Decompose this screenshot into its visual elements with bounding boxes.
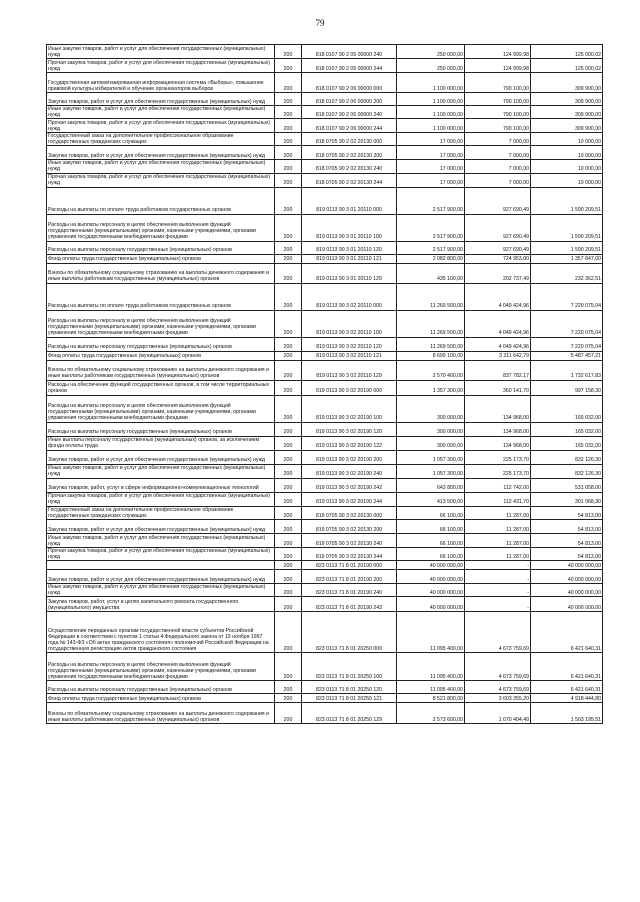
row-line-code: 200 (275, 93, 302, 106)
row-executed-amount: 11 287,00 (465, 506, 531, 519)
row-description: Иные выплаты персоналу государственных (муниципальных) органов, за исключением фонда оплаты труда (47, 436, 275, 450)
row-description: Расходы на обеспечение функций государственных органов, в том числе территориальных органов (47, 380, 275, 395)
row-line-code: 200 (275, 380, 302, 395)
row-line-code: 200 (275, 597, 302, 612)
row-line-code: 200 (275, 173, 302, 187)
row-line-code: 200 (275, 73, 302, 93)
row-executed-amount: 124 999,98 (465, 59, 531, 73)
row-description: Государственный заказ на дополнительное профессиональное образование государственных гражданских служащих (47, 133, 275, 146)
row-line-code: 200 (275, 583, 302, 596)
row-description: Иные закупки товаров, работ и услуг для обеспечения государственных (муниципальных) нужд (47, 533, 275, 547)
row-approved-amount: 11 095 400,00 (397, 612, 465, 653)
row-line-code: 200 (275, 119, 302, 133)
row-budget-classification-code: 818 0705 90 2 02 20130 244 (302, 173, 397, 187)
row-approved-amount: 11 269 500,00 (397, 283, 465, 310)
table-row (47, 583, 603, 596)
row-line-code: 200 (275, 422, 302, 436)
table-row (47, 310, 603, 337)
table-row (47, 653, 603, 681)
row-description: Расходы на выплаты персоналу в целях обеспечения выполнения функций государственными (муниципальными) органами, казенными учреждениями, органами управления государственными внебюджетными фондами (47, 395, 275, 422)
row-approved-amount: 11 095 400,00 (397, 681, 465, 694)
row-budget-classification-code: 819 0113 90 3 02 20110 100 (302, 310, 397, 337)
row-unexecuted-amount: 301 068,30 (531, 492, 603, 506)
row-executed-amount: 4 673 759,69 (465, 612, 531, 653)
row-line-code: 200 (275, 506, 302, 519)
row-executed-amount: 7 000,00 (465, 146, 531, 160)
row-description: Фонд оплаты труда государственных (муниципальных) органов (47, 254, 275, 263)
table-row (47, 214, 603, 241)
row-line-code: 200 (275, 160, 302, 173)
row-approved-amount: 1 057 300,00 (397, 450, 465, 464)
row-executed-amount: - (465, 560, 531, 569)
row-budget-classification-code: 819 0113 90 3 01 20110 000 (302, 187, 397, 214)
table-row (47, 360, 603, 380)
row-executed-amount: 837 782,17 (465, 360, 531, 380)
row-approved-amount: 643 800,00 (397, 478, 465, 492)
row-approved-amount: 40 000 000,00 (397, 560, 465, 569)
row-unexecuted-amount: 125 000,02 (531, 59, 603, 73)
row-executed-amount: 7 000,00 (465, 133, 531, 146)
row-executed-amount: - (465, 597, 531, 612)
row-description: Взносы по обязательному социальному страхованию на выплаты денежного содержания и иные выплаты работникам государственных (муниципальных) органов (47, 360, 275, 380)
table-row (47, 187, 603, 214)
table-row (47, 422, 603, 436)
row-unexecuted-amount: 1 590 209,51 (531, 214, 603, 241)
row-line-code: 200 (275, 450, 302, 464)
row-budget-classification-code: 823 0113 71 8 01 20250 120 (302, 681, 397, 694)
row-executed-amount: 3 603 355,20 (465, 694, 531, 703)
row-approved-amount: 2 082 800,00 (397, 254, 465, 263)
row-description: Расходы на выплаты персоналу в целях обеспечения выполнения функций государственными (муниципальными) органами, казенными учреждениями, органами управления государственными внебюджетными фондами (47, 653, 275, 681)
table-body (47, 45, 603, 724)
row-line-code: 200 (275, 133, 302, 146)
row-executed-amount: 11 287,00 (465, 519, 531, 533)
row-budget-classification-code: 823 0113 71 8 01 20190 200 (302, 569, 397, 583)
table-row (47, 59, 603, 73)
table-row (47, 146, 603, 160)
row-approved-amount: 66 100,00 (397, 506, 465, 519)
row-unexecuted-amount: 531 058,00 (531, 478, 603, 492)
table-row (47, 436, 603, 450)
row-line-code: 200 (275, 547, 302, 560)
row-line-code: 200 (275, 59, 302, 73)
row-unexecuted-amount: 10 000,00 (531, 160, 603, 173)
row-description: Государственный заказ на дополнительное профессиональное образование государственных гражданских служащих (47, 506, 275, 519)
row-executed-amount: 134 968,00 (465, 436, 531, 450)
row-unexecuted-amount: 309 900,00 (531, 119, 603, 133)
row-approved-amount: 413 500,00 (397, 492, 465, 506)
row-line-code: 200 (275, 681, 302, 694)
row-budget-classification-code: 823 0113 71 8 01 20250 000 (302, 612, 397, 653)
row-executed-amount: 112 431,70 (465, 492, 531, 506)
row-budget-classification-code: 823 0113 71 8 01 20190 240 (302, 583, 397, 596)
row-executed-amount: 134 968,00 (465, 395, 531, 422)
row-unexecuted-amount: 7 220 075,04 (531, 310, 603, 337)
row-executed-amount: 4 673 759,69 (465, 653, 531, 681)
table-row (47, 283, 603, 310)
row-budget-classification-code: 823 0113 71 8 01 20250 129 (302, 703, 397, 724)
row-executed-amount: 1 070 404,49 (465, 703, 531, 724)
row-unexecuted-amount: 5 487 457,21 (531, 351, 603, 360)
row-line-code: 200 (275, 694, 302, 703)
row-executed-amount: 927 690,49 (465, 241, 531, 254)
row-executed-amount: 11 287,00 (465, 547, 531, 560)
row-unexecuted-amount: 54 813,00 (531, 533, 603, 547)
row-description: Иные закупки товаров, работ и услуг для обеспечения государственных (муниципальных) нужд (47, 464, 275, 478)
row-unexecuted-amount: 54 813,00 (531, 519, 603, 533)
row-description: Иные закупки товаров, работ и услуг для обеспечения государственных (муниципальных) нужд (47, 45, 275, 59)
row-budget-classification-code: 818 0107 90 2 06 00000 200 (302, 93, 397, 106)
row-budget-classification-code: 819 0113 90 3 02 20190 240 (302, 464, 397, 478)
row-approved-amount: 66 100,00 (397, 533, 465, 547)
table-row (47, 351, 603, 360)
row-executed-amount: 7 000,00 (465, 173, 531, 187)
row-approved-amount: 40 000 000,00 (397, 583, 465, 596)
row-approved-amount: 11 269 500,00 (397, 310, 465, 337)
row-unexecuted-amount: 1 590 209,51 (531, 187, 603, 214)
row-line-code: 200 (275, 106, 302, 119)
row-line-code: 200 (275, 703, 302, 724)
table-row (47, 478, 603, 492)
row-description: Иные закупки товаров, работ и услуг для обеспечения государственных (муниципальных) нужд (47, 106, 275, 119)
table-row (47, 160, 603, 173)
table-row (47, 506, 603, 519)
row-executed-amount: 790 100,00 (465, 73, 531, 93)
row-unexecuted-amount: 1 357 847,00 (531, 254, 603, 263)
row-line-code: 200 (275, 436, 302, 450)
row-description: Расходы на выплаты персоналу в целях обеспечения выполнения функций государственными (муниципальными) органами, казенными учреждениями, органами управления государственными внебюджетными фондами (47, 310, 275, 337)
row-approved-amount: 2 573 600,00 (397, 703, 465, 724)
row-approved-amount: 1 057 300,00 (397, 464, 465, 478)
row-approved-amount: 17 000,00 (397, 173, 465, 187)
row-description: Прочая закупка товаров, работ и услуг для обеспечения государственных (муниципальных) нужд (47, 492, 275, 506)
row-line-code: 200 (275, 519, 302, 533)
row-budget-classification-code: 819 0113 90 3 01 20110 120 (302, 241, 397, 254)
row-approved-amount: 250 000,00 (397, 45, 465, 59)
row-line-code: 200 (275, 263, 302, 283)
row-unexecuted-amount: 1 503 195,51 (531, 703, 603, 724)
table-row (47, 119, 603, 133)
row-approved-amount: 435 100,00 (397, 263, 465, 283)
table-row (47, 519, 603, 533)
table-row (47, 106, 603, 119)
row-executed-amount: 7 000,00 (465, 160, 531, 173)
row-line-code: 200 (275, 241, 302, 254)
row-line-code: 200 (275, 187, 302, 214)
row-budget-classification-code: 819 0113 90 3 01 20110 121 (302, 254, 397, 263)
row-executed-amount: 134 968,00 (465, 422, 531, 436)
row-line-code: 200 (275, 146, 302, 160)
row-approved-amount: 300 000,00 (397, 395, 465, 422)
row-line-code: 200 (275, 360, 302, 380)
row-unexecuted-amount: 232 362,51 (531, 263, 603, 283)
row-description: Закупка товаров, работ, услуг в целях капитального ремонта государственного (муниципального) имущества (47, 597, 275, 612)
row-approved-amount: 17 000,00 (397, 133, 465, 146)
row-unexecuted-amount: 165 032,00 (531, 422, 603, 436)
row-unexecuted-amount: 6 421 640,31 (531, 653, 603, 681)
row-approved-amount: 2 517 900,00 (397, 241, 465, 254)
table-row (47, 133, 603, 146)
row-budget-classification-code: 819 0705 90 3 02 20130 240 (302, 533, 397, 547)
row-budget-classification-code: 823 0113 71 8 01 20250 121 (302, 694, 397, 703)
row-unexecuted-amount: 4 918 444,80 (531, 694, 603, 703)
row-approved-amount: 300 000,00 (397, 436, 465, 450)
row-unexecuted-amount: 40 000 000,00 (531, 569, 603, 583)
row-budget-classification-code: 823 0113 71 8 01 20190 243 (302, 597, 397, 612)
row-description (47, 560, 275, 569)
row-approved-amount: 17 000,00 (397, 146, 465, 160)
table-row (47, 241, 603, 254)
row-approved-amount: 300 000,00 (397, 422, 465, 436)
row-budget-classification-code: 818 0705 90 2 02 20130 000 (302, 133, 397, 146)
row-budget-classification-code: 819 0705 90 3 02 20130 244 (302, 547, 397, 560)
row-executed-amount: 225 173,70 (465, 464, 531, 478)
row-unexecuted-amount: 997 158,30 (531, 380, 603, 395)
table-row (47, 560, 603, 569)
row-description: Расходы на выплаты по оплате труда работников государственных органов (47, 283, 275, 310)
table-row (47, 694, 603, 703)
row-description: Закупка товаров, работ и услуг для обеспечения государственных (муниципальных) нужд (47, 569, 275, 583)
row-approved-amount: 1 100 000,00 (397, 73, 465, 93)
row-description: Прочая закупка товаров, работ и услуг для обеспечения государственных (муниципальных) нужд (47, 547, 275, 560)
table-row (47, 464, 603, 478)
row-executed-amount: 790 100,00 (465, 119, 531, 133)
budget-execution-table (46, 44, 603, 724)
row-approved-amount: 2 517 900,00 (397, 187, 465, 214)
row-approved-amount: 2 570 400,00 (397, 360, 465, 380)
row-unexecuted-amount: 7 220 075,04 (531, 283, 603, 310)
row-line-code: 200 (275, 214, 302, 241)
row-executed-amount: 790 100,00 (465, 93, 531, 106)
row-description: Фонд оплаты труда государственных (муниципальных) органов (47, 694, 275, 703)
row-description: Государственная автоматизированная информационная система «Выборы», повышение правовой культуры избирателей и обучение организаторов выборов (47, 73, 275, 93)
row-budget-classification-code: 818 0107 90 2 06 00000 244 (302, 119, 397, 133)
row-budget-classification-code: 819 0113 90 3 02 20190 120 (302, 422, 397, 436)
row-approved-amount: 40 000 000,00 (397, 569, 465, 583)
row-approved-amount: 1 100 000,00 (397, 93, 465, 106)
row-description: Расходы на выплаты персоналу в целях обеспечения выполнения функций государственными (муниципальными) органами, казенными учреждениями, органами управления государственными внебюджетными фондами (47, 214, 275, 241)
row-executed-amount: 225 173,70 (465, 450, 531, 464)
row-budget-classification-code: 819 0705 90 3 02 20130 000 (302, 506, 397, 519)
table-row (47, 380, 603, 395)
row-line-code: 200 (275, 560, 302, 569)
table-row (47, 533, 603, 547)
row-approved-amount: 17 000,00 (397, 160, 465, 173)
row-budget-classification-code: 818 0107 90 2 05 00000 240 (302, 45, 397, 59)
row-budget-classification-code: 819 0113 90 3 02 20110 121 (302, 351, 397, 360)
row-executed-amount: 927 690,49 (465, 214, 531, 241)
row-approved-amount: 11 095 400,00 (397, 653, 465, 681)
table-row (47, 703, 603, 724)
row-approved-amount: 66 100,00 (397, 547, 465, 560)
row-approved-amount: 40 000 000,00 (397, 597, 465, 612)
row-unexecuted-amount: 10 000,00 (531, 173, 603, 187)
table-row (47, 395, 603, 422)
table-row (47, 45, 603, 59)
row-description: Прочая закупка товаров, работ и услуг для обеспечения государственных (муниципальных) нужд (47, 173, 275, 187)
row-executed-amount: 11 287,00 (465, 533, 531, 547)
row-description: Иные закупки товаров, работ и услуг для обеспечения государственных (муниципальных) нужд (47, 583, 275, 596)
table-row (47, 612, 603, 653)
table-row (47, 597, 603, 612)
row-executed-amount: 4 049 424,96 (465, 283, 531, 310)
row-budget-classification-code: 823 0113 71 8 01 20190 000 (302, 560, 397, 569)
row-budget-classification-code: 818 0107 90 2 06 00000 240 (302, 106, 397, 119)
row-line-code: 200 (275, 45, 302, 59)
row-approved-amount: 1 100 000,00 (397, 106, 465, 119)
row-executed-amount: 202 737,49 (465, 263, 531, 283)
row-line-code: 200 (275, 464, 302, 478)
row-line-code: 200 (275, 283, 302, 310)
row-line-code: 200 (275, 569, 302, 583)
row-budget-classification-code: 818 0107 90 2 05 00000 244 (302, 59, 397, 73)
row-budget-classification-code: 819 0113 90 3 01 20110 129 (302, 263, 397, 283)
row-executed-amount: - (465, 583, 531, 596)
row-approved-amount: 2 517 900,00 (397, 214, 465, 241)
row-executed-amount: 4 673 759,69 (465, 681, 531, 694)
row-unexecuted-amount: 1 732 617,83 (531, 360, 603, 380)
row-description: Закупка товаров, работ и услуг для обеспечения государственных (муниципальных) нужд (47, 519, 275, 533)
row-approved-amount: 8 699 100,00 (397, 351, 465, 360)
row-budget-classification-code: 819 0113 90 3 02 20190 100 (302, 395, 397, 422)
row-approved-amount: 8 521 800,00 (397, 694, 465, 703)
row-description: Расходы на выплаты персоналу государственных (муниципальных) органов (47, 241, 275, 254)
row-approved-amount: 250 000,00 (397, 59, 465, 73)
row-unexecuted-amount: 10 000,00 (531, 146, 603, 160)
row-description: Закупка товаров, работ, услуг в сфере информационно-коммуникационных технологий (47, 478, 275, 492)
row-unexecuted-amount: 40 000 000,00 (531, 597, 603, 612)
row-executed-amount: 4 049 424,96 (465, 310, 531, 337)
row-line-code: 200 (275, 492, 302, 506)
row-description: Фонд оплаты труда государственных (муниципальных) органов (47, 351, 275, 360)
table-row (47, 173, 603, 187)
row-approved-amount: 11 269 500,00 (397, 337, 465, 351)
table-row (47, 450, 603, 464)
table-row (47, 681, 603, 694)
table-row (47, 263, 603, 283)
row-budget-classification-code: 819 0113 90 3 02 20110 000 (302, 283, 397, 310)
row-line-code: 200 (275, 653, 302, 681)
row-unexecuted-amount: 832 126,30 (531, 450, 603, 464)
row-budget-classification-code: 818 0705 90 2 02 20130 200 (302, 146, 397, 160)
row-line-code: 200 (275, 612, 302, 653)
row-unexecuted-amount: 309 900,00 (531, 93, 603, 106)
row-description: Прочая закупка товаров, работ и услуг для обеспечения государственных (муниципальных) нужд (47, 119, 275, 133)
row-description: Расходы на выплаты персоналу государственных (муниципальных) органов (47, 337, 275, 351)
row-executed-amount: - (465, 569, 531, 583)
row-description: Иные закупки товаров, работ и услуг для обеспечения государственных (муниципальных) нужд (47, 160, 275, 173)
row-executed-amount: 112 742,00 (465, 478, 531, 492)
row-unexecuted-amount: 1 590 209,51 (531, 241, 603, 254)
row-description: Взносы по обязательному социальному страхованию на выплаты денежного содержания и иные выплаты работникам государственных (муниципальных) органов (47, 263, 275, 283)
table-row (47, 569, 603, 583)
row-executed-amount: 124 999,98 (465, 45, 531, 59)
row-description: Закупка товаров, работ и услуг для обеспечения государственных (муниципальных) нужд (47, 93, 275, 106)
row-unexecuted-amount: 165 032,00 (531, 436, 603, 450)
row-unexecuted-amount: 7 220 075,04 (531, 337, 603, 351)
row-unexecuted-amount: 6 421 640,31 (531, 681, 603, 694)
row-approved-amount: 1 100 000,00 (397, 119, 465, 133)
row-budget-classification-code: 819 0113 90 3 02 20110 120 (302, 337, 397, 351)
row-approved-amount: 1 357 300,00 (397, 380, 465, 395)
table-row (47, 254, 603, 263)
row-description: Закупка товаров, работ и услуг для обеспечения государственных (муниципальных) нужд (47, 450, 275, 464)
row-budget-classification-code: 819 0113 90 3 02 20190 200 (302, 450, 397, 464)
row-line-code: 200 (275, 478, 302, 492)
row-line-code: 200 (275, 337, 302, 351)
row-unexecuted-amount: 832 126,30 (531, 464, 603, 478)
row-executed-amount: 3 211 642,79 (465, 351, 531, 360)
row-executed-amount: 927 690,49 (465, 187, 531, 214)
row-unexecuted-amount: 165 032,00 (531, 395, 603, 422)
row-description: Расходы на выплаты по оплате труда работников государственных органов (47, 187, 275, 214)
row-budget-classification-code: 819 0113 90 3 02 20190 242 (302, 478, 397, 492)
row-unexecuted-amount: 54 813,00 (531, 506, 603, 519)
row-budget-classification-code: 819 0113 90 3 01 20110 100 (302, 214, 397, 241)
row-approved-amount: 66 100,00 (397, 519, 465, 533)
row-unexecuted-amount: 10 000,00 (531, 133, 603, 146)
row-budget-classification-code: 819 0113 90 3 02 20190 244 (302, 492, 397, 506)
table-row (47, 337, 603, 351)
row-unexecuted-amount: 40 000 000,00 (531, 583, 603, 596)
row-executed-amount: 790 100,00 (465, 106, 531, 119)
table-row (47, 73, 603, 93)
row-unexecuted-amount: 125 000,02 (531, 45, 603, 59)
row-unexecuted-amount: 40 000 000,00 (531, 560, 603, 569)
table-row (47, 93, 603, 106)
row-line-code: 200 (275, 351, 302, 360)
row-unexecuted-amount: 309 900,00 (531, 73, 603, 93)
row-description: Прочая закупка товаров, работ и услуг для обеспечения государственных (муниципальных) нужд (47, 59, 275, 73)
row-executed-amount: 724 953,00 (465, 254, 531, 263)
row-description: Взносы по обязательному социальному страхованию на выплаты денежного содержания и иные выплаты работникам государственных (муниципальных) органов (47, 703, 275, 724)
row-description: Закупка товаров, работ и услуг для обеспечения государственных (муниципальных) нужд (47, 146, 275, 160)
row-budget-classification-code: 819 0113 90 3 02 20190 000 (302, 380, 397, 395)
row-unexecuted-amount: 309 900,00 (531, 106, 603, 119)
row-description: Осуществление переданных органам государственной власти субъектов Российской Федерации в соответствии с пунктом 1 статьи 4 Федерального закона от 15 ноября 1997 года № 143-ФЗ «Об актах гражданского состояния» полномочий Российской Федерации на государственную регистрацию актов гражданского состояния (47, 612, 275, 653)
row-budget-classification-code: 819 0113 90 3 02 20190 122 (302, 436, 397, 450)
row-line-code: 200 (275, 395, 302, 422)
row-unexecuted-amount: 6 421 640,31 (531, 612, 603, 653)
row-budget-classification-code: 818 0705 90 2 02 20130 240 (302, 160, 397, 173)
table-row (47, 547, 603, 560)
table-row (47, 492, 603, 506)
row-line-code: 200 (275, 310, 302, 337)
row-budget-classification-code: 823 0113 71 8 01 20250 100 (302, 653, 397, 681)
row-budget-classification-code: 819 0113 90 3 02 20110 129 (302, 360, 397, 380)
row-description: Расходы на выплаты персоналу государственных (муниципальных) органов (47, 422, 275, 436)
row-budget-classification-code: 818 0107 90 2 06 00000 000 (302, 73, 397, 93)
row-description: Расходы на выплаты персоналу государственных (муниципальных) органов (47, 681, 275, 694)
row-executed-amount: 4 049 424,96 (465, 337, 531, 351)
page-number: 79 (315, 18, 325, 28)
row-line-code: 200 (275, 533, 302, 547)
row-executed-amount: 360 141,70 (465, 380, 531, 395)
row-line-code: 200 (275, 254, 302, 263)
row-unexecuted-amount: 54 813,00 (531, 547, 603, 560)
row-budget-classification-code: 819 0705 90 3 02 20130 200 (302, 519, 397, 533)
